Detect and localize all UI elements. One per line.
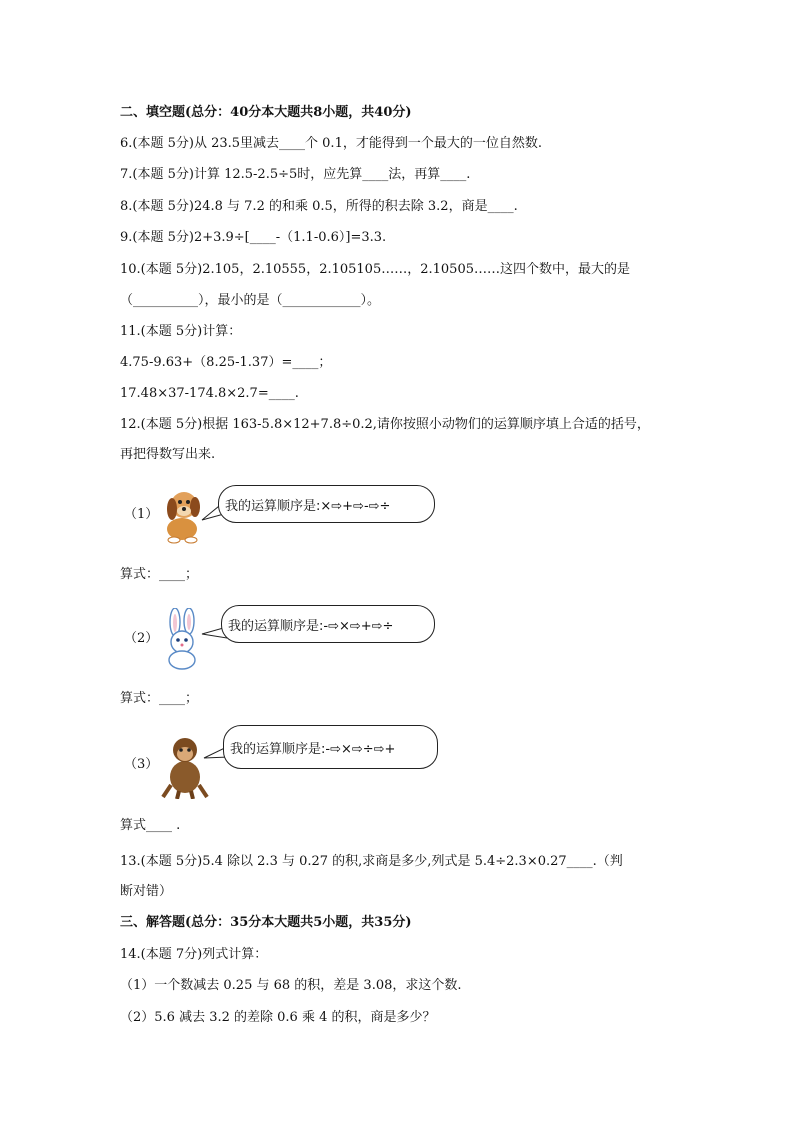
formula-1: 算式：____； — [120, 567, 199, 582]
question-10-line-2: （__________），最小的是（____________）。 — [120, 293, 381, 308]
animal-2-number: （2） — [124, 631, 159, 646]
monkey-icon — [159, 733, 211, 799]
speech-bubble-2 — [221, 605, 435, 643]
question-12-line-2: 再把得数写出来. — [120, 447, 216, 462]
speech-bubble-1-text: 我的运算顺序是:×⇨+⇨-⇨÷ — [225, 498, 391, 514]
formula-2: 算式：____； — [120, 691, 199, 706]
animal-3-number: （3） — [124, 757, 159, 772]
speech-bubble-3 — [223, 725, 438, 769]
speech-bubble-3-text: 我的运算顺序是:-⇨×⇨÷⇨+ — [230, 741, 396, 757]
question-11-part-a: 4.75-9.63+（8.25-1.37）=____； — [120, 355, 332, 370]
animal-1-number: （1） — [124, 507, 159, 522]
formula-3: 算式____ . — [120, 818, 181, 833]
speech-bubble-2-text: 我的运算顺序是:-⇨×⇨+⇨÷ — [228, 618, 394, 634]
question-12-line-1: 12.(本题 5分)根据 163-5.8×12+7.8÷0.2,请你按照小动物们的运算顺序填上合适的括号， — [120, 417, 650, 432]
question-8: 8.(本题 5分)24.8 与 7.2 的和乘 0.5，所得的积去除 3.2，商是____. — [120, 199, 518, 214]
rabbit-icon — [160, 608, 206, 670]
speech-bubble-1 — [218, 485, 435, 523]
question-7: 7.(本题 5分)计算 12.5-2.5÷5时，应先算____法，再算____. — [120, 167, 471, 182]
question-13-line-1: 13.(本题 5分)5.4 除以 2.3 与 0.27 的积,求商是多少,列式是 5.4÷2.3×0.27____.（判 — [120, 854, 623, 869]
question-14-part-2: （2）5.6 减去 3.2 的差除 0.6 乘 4 的积，商是多少？ — [120, 1010, 436, 1025]
question-13-line-2: 断对错） — [120, 884, 173, 899]
question-10-line-1: 10.(本题 5分)2.105，2.10555，2.105105……，2.10505……这四个数中，最大的是 — [120, 262, 630, 277]
section-3-heading: 三、解答题(总分：35分本大题共5小题，共35分) — [120, 915, 412, 930]
question-6: 6.(本题 5分)从 23.5里减去____个 0.1，才能得到一个最大的一位自然数. — [120, 136, 542, 151]
section-2-heading: 二、填空题(总分：40分本大题共8小题，共40分) — [120, 105, 412, 120]
question-14: 14.(本题 7分)列式计算： — [120, 947, 268, 962]
question-14-part-1: （1）一个数减去 0.25 与 68 的积，差是 3.08，求这个数. — [120, 978, 462, 993]
question-9: 9.(本题 5分)2+3.9÷[____-（1.1-0.6）]=3.3. — [120, 230, 387, 245]
question-11: 11.(本题 5分)计算： — [120, 324, 242, 339]
question-11-part-b: 17.48×37-174.8×2.7=____. — [120, 386, 299, 401]
